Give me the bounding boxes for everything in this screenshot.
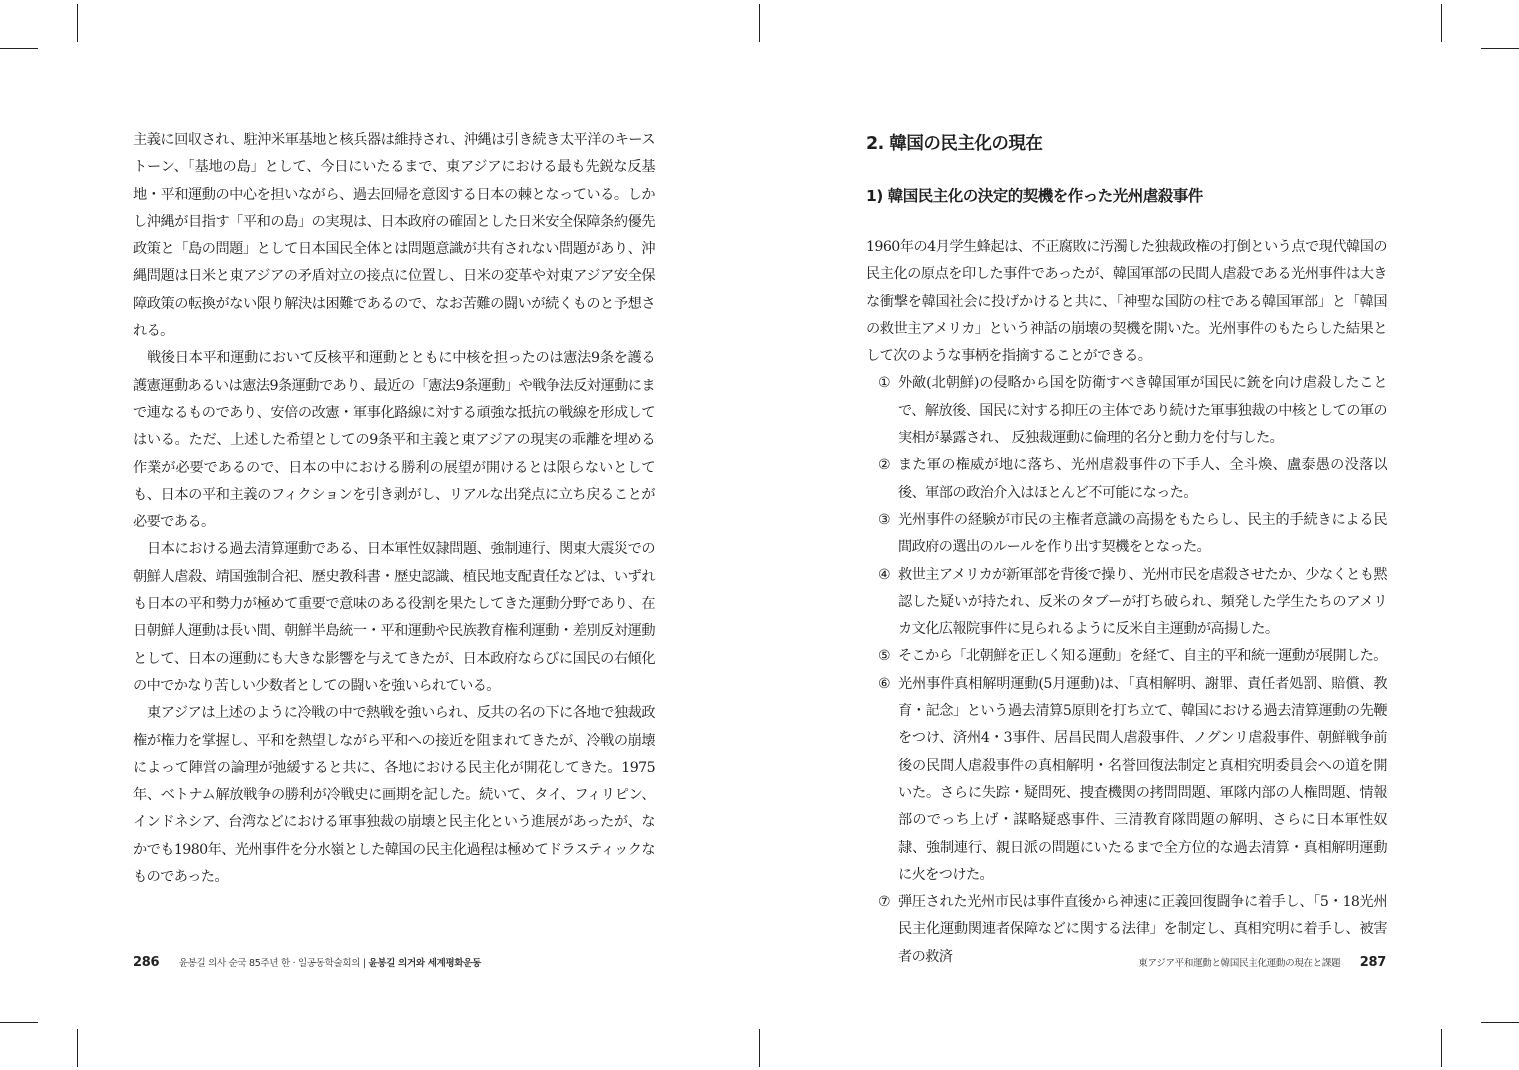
paragraph: 主義に回収され、駐沖米軍基地と核兵器は維持され、沖縄は引き続き太平洋のキーストーン、「基地の島」として、今日にいたるまで、東アジアにおける最も先鋭な反基地・平和運動の中心を担いながら、過去回帰を意図する日本の棘となっている。しかし沖縄が目指す「平和の島」の実現は、日本政府の確固とした日米安全保障条約優先政策と「島の問題」として日本国民全体とは問題意識が共有されない問題があり、沖縄問題は日米と東アジアの矛盾対立の接点に位置し、日米の変革や対東アジア安全保障政策の転換がない限り解決は困難であるので、なお苦難の闘いが続くものと予想される。 (133, 132, 655, 340)
item-text: 救世主アメリカが新軍部を背後で操り、光州市民を虐殺させたか、少なくとも黙認した疑いが持たれ、反米のタブーが打ち破られ、頻発した学生たちのアメリカ文化広報院事件に見られるように反米自主運動が高揚した。 (898, 566, 1387, 638)
right-page-footer (1138, 955, 1386, 970)
subsection-title: 1) 韓国民主化の決定的契機を作った光州虐殺事件 (866, 187, 1203, 205)
left-page (0, 0, 759, 1070)
running-head: 東アジア平和運動と韓国民主化運動の現在と課題 (1138, 958, 1341, 969)
item-number: ① (878, 375, 891, 392)
item-text: また軍の権威が地に落ち、光州虐殺事件の下手人、全斗煥、盧泰愚の没落以後、軍部の政治介入はほとんど不可能になった。 (898, 457, 1387, 501)
list-item (866, 643, 1387, 670)
item-text: 外敵(北朝鮮)の侵略から国を防衛すべき韓国軍が国民に銃を向け虐殺したことで、解放後、国民に対する抑圧の主体であり続けた軍事独裁の中核としての軍の実相が暴露され、 反独裁運動に倫理的名分と動力を付与した。 (898, 375, 1387, 447)
item-text: 光州事件真相解明運動(5月運動)は、「真相解明、謝罪、責任者処罰、賠償、教育・記念」という過去清算5原則を打ち立て、韓国における過去清算運動の先鞭をつけ、済州4・3事件、居昌民間人虐殺事件、ノグンリ虐殺事件、朝鮮戦争前後の民間人虐殺事件の真相解明・名誉回復法制定と真相究明委員会への道を開いた。さらに失踪・疑問死、捜査機関の拷問問題、軍隊内部の人権問題、情報部のでっち上げ・謀略疑惑事件、三清教育隊問題の解明、さらに日本軍性奴隷、強制連行、親日派の問題にいたるまで全方位的な過去清算・真相解明運動に火をつけた。 (898, 675, 1387, 883)
list-item (866, 562, 1387, 644)
consequence-list (866, 370, 1387, 971)
left-page-body (133, 127, 655, 891)
page-number: 286 (133, 955, 160, 970)
left-page-footer (133, 955, 481, 970)
item-text: 光州事件の経験が市民の主権者意識の高揚をもたらし、民主的手続きによる民間政府の選出のルールを作り出す契機をとなった。 (898, 511, 1387, 556)
list-item (866, 507, 1387, 562)
list-item (866, 370, 1387, 452)
paragraph: 戦後日本平和運動において反核平和運動とともに中核を担ったのは憲法9条を護る護憲運動あるいは憲法9条運動であり、最近の「憲法9条運動」や戦争法反対運動にまで連なるものであり、安倍の改憲・軍事化路線に対する頑強な抵抗の戦線を形成してはいる。ただ、上述した希望としての9条平和主義と東アジアの現実の乖離を埋める作業が必要であるので、日本の中における勝利の展望が開けるとは限らないとしても、日本の平和主義のフィクションを引き剥がし、リアルな出発点に立ち戻ることが必要である。 (133, 350, 655, 531)
item-number: ⑦ (878, 894, 891, 911)
item-text: 弾圧された光州市民は事件直後から神速に正義回復闘争に着手し、「5・18光州民主化運動関連者保障などに関する法律」を制定し、真相究明に着手し、被害者の救済 (898, 894, 1387, 965)
right-page-body (866, 234, 1387, 971)
paragraph: 日本における過去清算運動である、日本軍性奴隷問題、強制連行、関東大震災での朝鮮人虐殺、靖国強制合祀、歴史教科書・歴史認識、植民地支配責任などは、いずれも日本の平和勢力が極めて重要で意味のある役割を果たしてきた運動分野であり、在日朝鮮人運動は長い間、朝鮮半島統一・平和運動や民族教育権利運動・差別反対運動として、日本の運動にも大きな影響を与えてきたが、日本政府ならびに国民の右傾化の中でかなり苦しい少数者としての闘いを強いられている。 (133, 541, 655, 694)
item-text: そこから「北朝鮮を正しく知る運動」を経て、自主的平和統一運動が展開した。 (898, 648, 1387, 665)
list-item (866, 452, 1387, 507)
paragraph: 東アジアは上述のように冷戦の中で熱戦を強いられ、反共の名の下に各地で独裁政権が権力を掌握し、平和を熱望しながら平和への接近を阻まれてきたが、冷戦の崩壊によって陣営の論理が弛緩すると共に、各地における民主化が開花してきた。1975年、ベトナム解放戦争の勝利が冷戦史に画期を記した。続いて、タイ、フィリピン、インドネシア、台湾などにおける軍事独裁の崩壊と民主化という進展があったが、なかでも1980年、光州事件を分水嶺とした韓国の民主化過程は極めてドラスティックなものであった。 (133, 705, 655, 886)
item-number: ② (878, 457, 891, 474)
series-title: 윤봉길 의사 순국 85주년 한 · 일공동학술회의 | (178, 958, 366, 969)
item-number: ⑤ (878, 648, 891, 665)
book-title: 윤봉길 의거와 세계평화운동 (368, 958, 482, 969)
right-page (760, 0, 1519, 1070)
item-number: ③ (878, 511, 891, 528)
item-number: ④ (878, 566, 891, 583)
section-title: 2. 韓国の民主化の現在 (866, 134, 1043, 154)
list-item (866, 671, 1387, 889)
page-number: 287 (1359, 955, 1386, 970)
intro-paragraph: 1960年の4月学生蜂起は、不正腐敗に汚濁した独裁政権の打倒という点で現代韓国の民主化の原点を印した事件であったが、韓国軍部の民間人虐殺である光州事件は大きな衝撃を韓国社会に投げかけると共に、「神聖な国防の柱である韓国軍部」と「韓国の救世主アメリカ」という神話の崩壊の契機を開いた。光州事件のもたらした結果として次のような事柄を指摘することができる。 (866, 239, 1387, 365)
item-number: ⑥ (878, 675, 891, 692)
